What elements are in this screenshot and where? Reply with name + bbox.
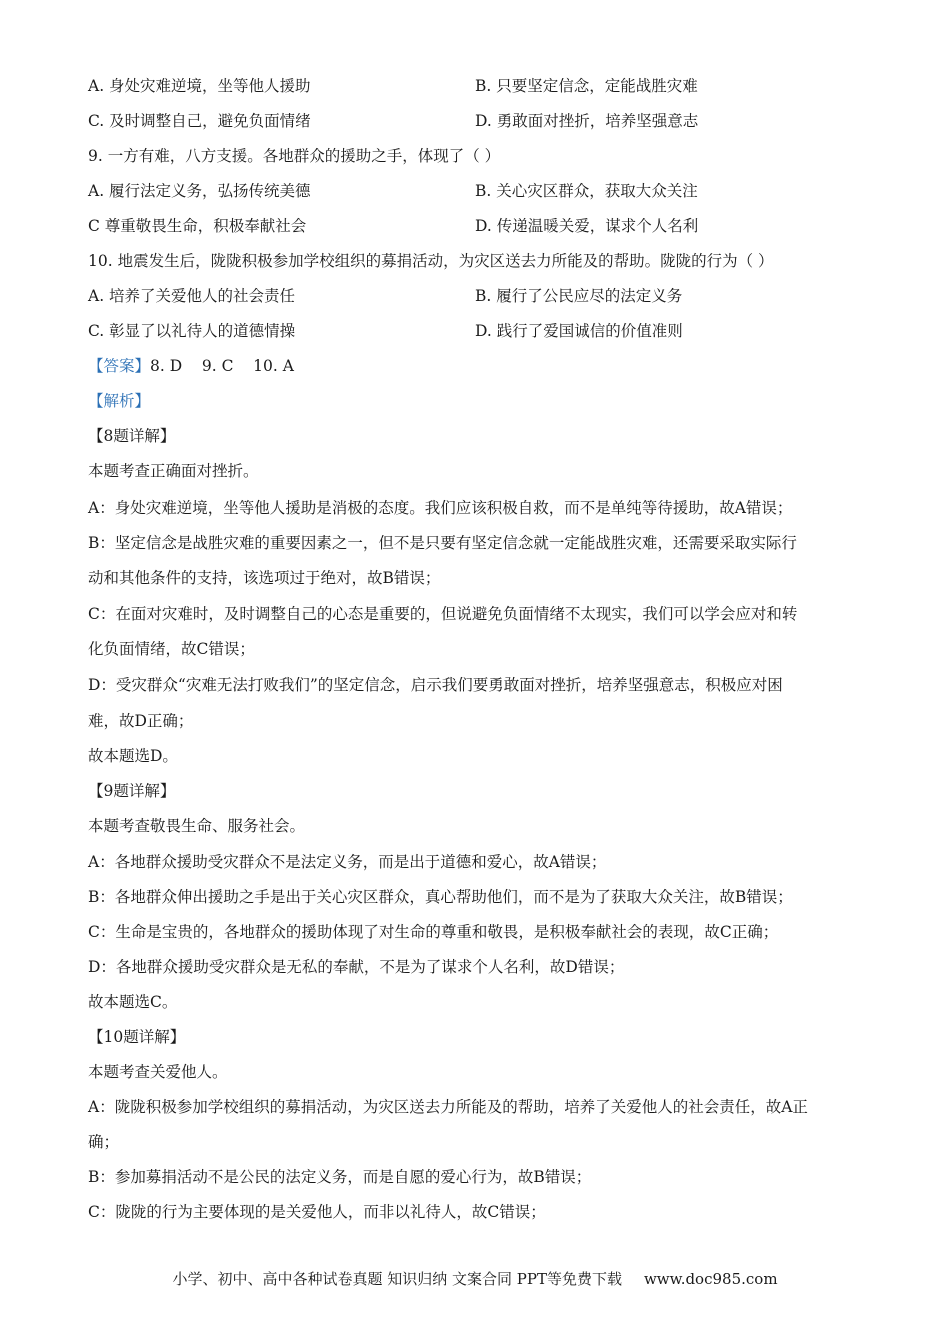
detail9-line: B：各地群众伸出援助之手是出于关心灾区群众，真心帮助他们，而不是为了获取大众关注，故B错误； <box>88 888 793 906</box>
detail8-line: B：坚定信念是战胜灾难的重要因素之一，但不是只要有坚定信念就一定能战胜灾难，还需要采取实际行 <box>88 534 797 552</box>
detail9-line: D：各地群众援助受灾群众是无私的奉献，不是为了谋求个人名利，故D错误； <box>88 958 625 976</box>
detail10-line: C：陇陇的行为主要体现的是关爱他人，而非以礼待人，故C错误； <box>88 1203 546 1221</box>
answer-line <box>88 355 294 377</box>
detail8-line: D：受灾群众“灾难无法打败我们”的坚定信念，启示我们要勇敢面对挫折，培养坚强意志，积极应对困 <box>88 676 783 694</box>
detail8-line: 难，故D正确； <box>88 712 194 730</box>
detail10-heading: 【10题详解】 <box>88 1028 186 1046</box>
q8-option-c: C. 及时调整自己，避免负面情绪 <box>88 112 311 130</box>
answer-label: 【答案】 <box>88 357 151 375</box>
detail9-line: A：各地群众援助受灾群众不是法定义务，而是出于道德和爱心，故A错误； <box>88 853 607 871</box>
page-footer <box>0 1268 950 1289</box>
q8-option-b: B. 只要坚定信念，定能战胜灾难 <box>475 77 698 95</box>
q10-option-b: B. 履行了公民应尽的法定义务 <box>475 287 683 305</box>
detail10-line: 本题考查关爱他人。 <box>88 1063 228 1081</box>
detail8-line: C：在面对灾难时，及时调整自己的心态是重要的，但说避免负面情绪不太现实，我们可以学会应对和转 <box>88 605 798 623</box>
detail8-line: 本题考查正确面对挫折。 <box>88 462 259 480</box>
answer-text: 8. D 9. C 10. A <box>150 357 294 375</box>
detail8-heading: 【8题详解】 <box>88 427 176 445</box>
q8-option-d: D. 勇敢面对挫折，培养坚强意志 <box>475 112 699 130</box>
detail10-line: A：陇陇积极参加学校组织的募捐活动，为灾区送去力所能及的帮助，培养了关爱他人的社会责任，故A正 <box>88 1098 808 1116</box>
detail8-line: 故本题选D。 <box>88 747 178 765</box>
q10-option-a: A. 培养了关爱他人的社会责任 <box>88 287 296 305</box>
analysis-label: 【解析】 <box>88 392 151 410</box>
detail9-line: 故本题选C。 <box>88 993 178 1011</box>
footer-text: 小学、初中、高中各种试卷真题 知识归纳 文案合同 PPT等免费下载 <box>172 1270 622 1288</box>
detail10-line: B：参加募捐活动不是公民的法定义务，而是自愿的爱心行为，故B错误； <box>88 1168 592 1186</box>
q9-option-d: D. 传递温暖关爱，谋求个人名利 <box>475 217 699 235</box>
detail8-line: 动和其他条件的支持，该选项过于绝对，故B错误； <box>88 569 441 587</box>
detail8-line: 化负面情绪，故C错误； <box>88 640 255 658</box>
q9-option-a: A. 履行法定义务，弘扬传统美德 <box>88 182 311 200</box>
q10-stem: 10. 地震发生后，陇陇积极参加学校组织的募捐活动，为灾区送去力所能及的帮助。陇陇的行为（ ） <box>88 252 774 270</box>
q9-stem: 9. 一方有难，八方支援。各地群众的援助之手，体现了（ ） <box>88 147 501 165</box>
q8-option-a: A. 身处灾难逆境，坐等他人援助 <box>88 77 311 95</box>
detail9-line: C：生命是宝贵的，各地群众的援助体现了对生命的尊重和敬畏，是积极奉献社会的表现，故C正确； <box>88 923 779 941</box>
q9-option-c: C 尊重敬畏生命，积极奉献社会 <box>88 217 307 235</box>
footer-url[interactable]: www.doc985.com <box>643 1270 778 1288</box>
detail10-line: 确； <box>88 1133 120 1151</box>
detail8-line: A：身处灾难逆境，坐等他人援助是消极的态度。我们应该积极自救，而不是单纯等待援助，故A错误； <box>88 499 793 517</box>
detail9-heading: 【9题详解】 <box>88 782 176 800</box>
q9-option-b: B. 关心灾区群众，获取大众关注 <box>475 182 698 200</box>
q10-option-c: C. 彰显了以礼待人的道德情操 <box>88 322 296 340</box>
q10-option-d: D. 践行了爱国诚信的价值准则 <box>475 322 683 340</box>
detail9-line: 本题考查敬畏生命、服务社会。 <box>88 817 306 835</box>
